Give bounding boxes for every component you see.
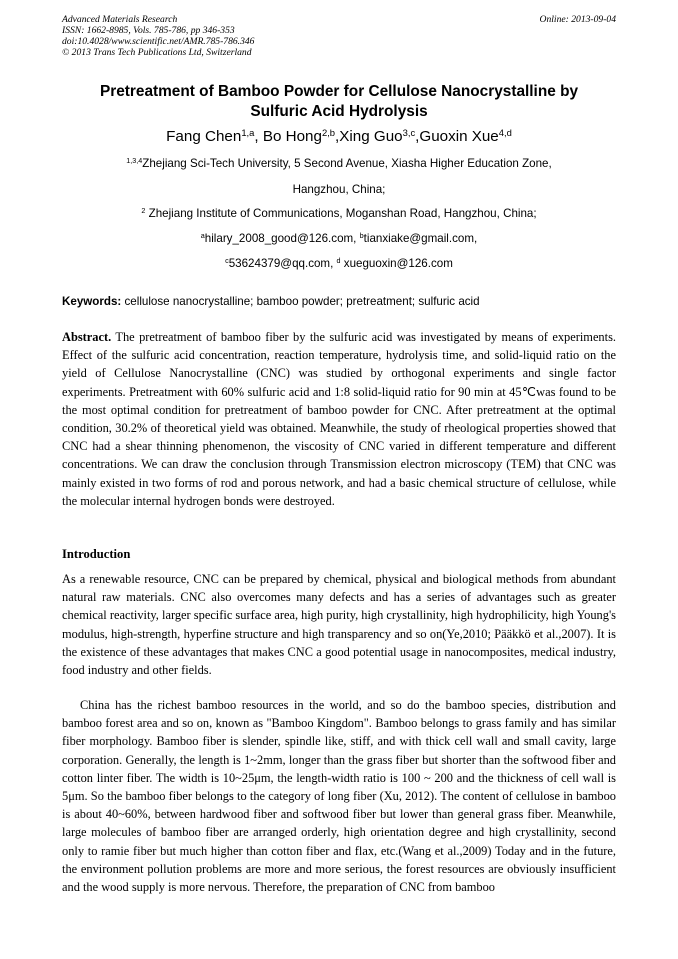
email-line-2 [62,256,616,272]
email-sup: a [200,231,205,241]
author-sup: 3,c [402,126,416,138]
author-name: Xing Guo [339,128,403,145]
author-name: Guoxin Xue [419,128,499,145]
intro-paragraph-2: China has the richest bamboo resources in the world, and so do the bamboo species, distribution and bamboo forest area and so on, known as "Bamboo Kingdom". Bamboo belongs to grass family and has similar fiber morphology. Bamboo fiber is slender, spindle like, stiff, and with thick cell wall and small cavity, large corporation. Generally, the length is 1~2mm, longer than the grass fiber but shorter than the softwood fiber and cotton linter fiber. The width is 10~25μm, the length-width ratio is 100 ~ 200 and the thickness of cell wall is 5μm. So the bamboo fiber belongs to the category of long fiber (Xu, 2012). The content of cellulose in bamboo is about 40~60%, between hardwood fiber and softwood fiber but lower than general grass fiber. Meanwhile, large molecules of bamboo fiber are arranged orderly, high orientation degree and high crystallinity, second only to ramie fiber but much higher than cotton fiber and flax, etc.(Wang et al.,2009) Today and in the future, the environment pollution problems are more and more serious, the forest resources are obviously insufficient and the wood supply is more nervous. Therefore, the preparation of CNC from bamboo [62,698,616,895]
copyright-line: © 2013 Trans Tech Publications Ltd, Switzerland [62,47,252,58]
author-sup: 4,d [498,126,512,138]
affiliation-sup: 1,3,4 [126,156,143,166]
affiliation-1-line-2: Hangzhou, China; [292,183,386,196]
doi-line: doi:10.4028/www.scientific.net/AMR.785-786.346 [62,36,255,47]
affiliation-2 [62,206,616,222]
email-sup: b [359,231,364,241]
introduction-heading: Introduction [62,547,131,561]
author-sep: , [415,128,420,145]
affiliation-1-line-1 [62,156,616,172]
journal-name: Advanced Materials Research [62,14,178,25]
affiliation-text: Zhejiang Institute of Communications, Moganshan Road, Hangzhou, China; [145,207,537,220]
online-date: Online: 2013-09-04 [539,14,616,25]
keywords-text: cellulose nanocrystalline; bamboo powder; pretreatment; sulfuric acid [121,295,480,308]
paper-title [62,82,616,122]
author-list [62,127,616,147]
author-name: Bo Hong [262,128,322,145]
keywords-label: Keywords: [62,295,122,308]
author-sep: , [335,128,340,145]
email-link[interactable]: xueguoxin@126.com [340,257,453,270]
intro-paragraph-1: As a renewable resource, CNC can be prepared by chemical, physical and biological methods from abundant natural raw materials. CNC also overcomes many defects and has a series of advantages such as greater chemical reactivity, larger specific surface area, high purity, high crystallinity, high hydrophilicity, high Young's modulus, high-strength, hyperfine structure and high transparency and so on(Ye,2010; Pääkkö et al.,2007). It is the existence of these advantages that makes CNC a good potential usage in nanocomposites, medical industry, food industry and other fields. [62,572,616,678]
title-line-1: Pretreatment of Bamboo Powder for Cellulose Nanocrystalline by [99,83,579,100]
email-link[interactable]: tianxiake@gmail.com, [363,232,478,245]
affiliation-sup: 2 [141,206,146,216]
author-sep: , [254,128,263,145]
email-sup: d [336,256,341,266]
affiliation-text: Zhejiang Sci-Tech University, 5 Second Avenue, Xiasha Higher Education Zone, [142,157,552,170]
issn-line: ISSN: 1662-8985, Vols. 785-786, pp 346-353 [62,25,235,36]
author-sup: 1,a [241,126,255,138]
abstract-paragraph [62,328,616,510]
author-sup: 2,b [321,126,336,138]
email-line-1 [62,231,616,247]
abstract-text: The pretreatment of bamboo fiber by the sulfuric acid was investigated by means of experiments. Effect of the sulfuric acid concentration, reaction temperature, hydrolysis time, and solid-liquid ratio on the yield of Cellulose Nanocrystalline (CNC) was studied by orthogonal experiments and single factor experiments. Pretreatment with 60% sulfuric acid and 1:8 solid-liquid ratio for 90 min at 45℃was found to be the most optimal condition for pretreatment of bamboo powder for CNC. After pretreatment at the optimal condition, 30.2% of theoretical yield was obtained. Meanwhile, the study of rheological properties showed that CNC had a shear thinning phenomenon, the viscosity of CNC varied in different temperature and different concentrations. We can draw the conclusion through Transmission electron microscopy (TEM) that CNC was mainly existed in two forms of rod and porous network, and had a basic chemical structure of cellulose, while the molecular internal hydrogen bonds were destroyed. [62,330,616,508]
email-link[interactable]: hilary_2008_good@126.com, [204,232,360,245]
email-sup: c [225,256,229,266]
email-link[interactable]: 53624379@qq.com, [228,257,337,270]
abstract-label: Abstract. [62,330,112,344]
author-name: Fang Chen [166,128,242,145]
journal-header [62,14,616,58]
title-line-2: Sulfuric Acid Hydrolysis [250,103,428,120]
keywords-line [62,294,616,310]
